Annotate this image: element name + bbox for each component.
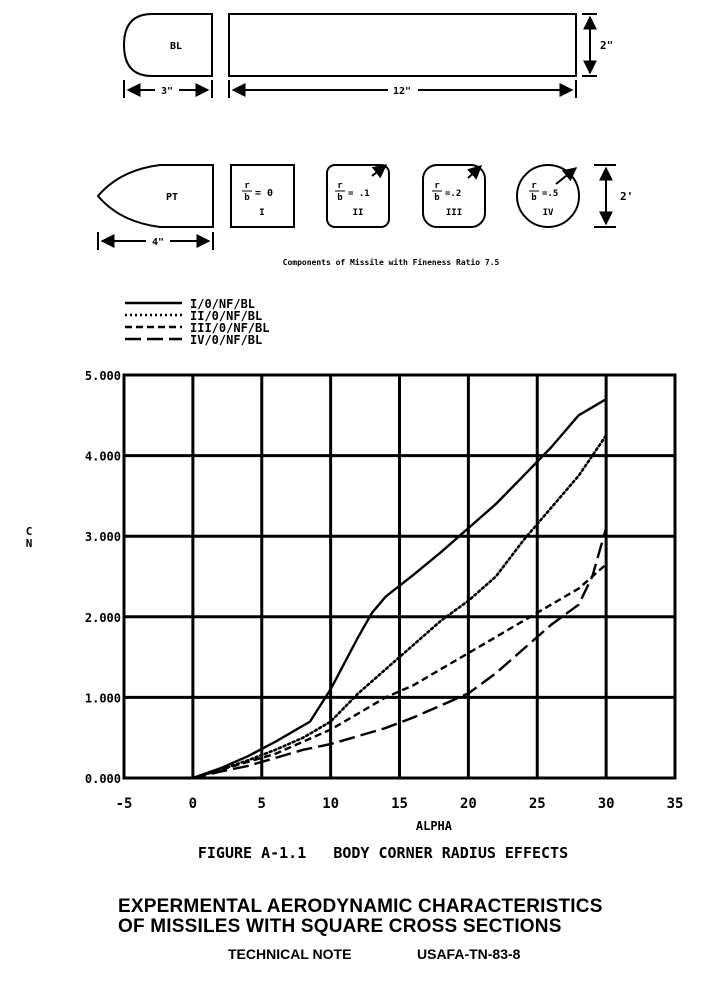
- figure-caption: FIGURE A-1.1 BODY CORNER RADIUS EFFECTS: [197, 844, 569, 862]
- y-axis-label: C: [25, 525, 33, 538]
- pt-length-label: 4": [151, 237, 165, 248]
- diagram-caption: Components of Missile with Fineness Ratio 7.5: [282, 258, 500, 267]
- y-tick-label: 4.000: [84, 449, 121, 464]
- diagram-labels: [146, 39, 633, 267]
- report-title-line-1: EXPERMENTAL AERODYNAMIC CHARACTERISTICS: [118, 896, 603, 917]
- y-tick-label: 3.000: [84, 530, 121, 545]
- technical-note-label: TECHNICAL NOTE: [228, 946, 352, 962]
- section-iii-numeral: III: [445, 208, 463, 218]
- bl-nose-shape: [124, 14, 212, 76]
- x-tick-label: 5: [257, 796, 266, 812]
- section-height-label: 2': [620, 190, 634, 203]
- x-axis-label: ALPHA: [415, 819, 452, 833]
- series-line-2: [124, 435, 606, 778]
- cn-vs-alpha-chart: [26, 297, 684, 833]
- x-tick-label: 15: [391, 796, 408, 812]
- report-title: [118, 897, 678, 937]
- section-i-ratio-b: b: [244, 193, 250, 203]
- x-tick-label: 25: [528, 796, 546, 812]
- y-tick-label: 1.000: [84, 691, 121, 706]
- section-ii-ratio-r: r: [337, 181, 343, 191]
- y-tick-label: 5.000: [84, 369, 121, 383]
- bl-nose-label: BL: [169, 41, 183, 52]
- x-tick-label: 35: [666, 796, 684, 812]
- x-tick-label: 20: [459, 796, 477, 812]
- legend-label-1: I/0/NF/BL: [190, 297, 256, 311]
- section-ii-value: = .1: [348, 189, 370, 199]
- section-iii-ratio-b: b: [434, 193, 440, 203]
- y-tick-label: 0.000: [84, 772, 121, 786]
- section-iv-ratio-r: r: [531, 181, 537, 191]
- x-tick-label: 0: [188, 796, 198, 812]
- section-ii-numeral: II: [352, 208, 364, 218]
- pt-nose-shape: [98, 165, 213, 227]
- y-tick-label: 2.000: [84, 610, 121, 625]
- section-iv-ratio-b: b: [531, 193, 537, 203]
- section-iv-numeral: IV: [542, 208, 554, 218]
- body-length-label: 12": [392, 86, 412, 97]
- section-iv-value: =.5: [542, 189, 559, 199]
- legend-label-4: IV/0/NF/BL: [190, 333, 263, 347]
- report-title-line-2: OF MISSILES WITH SQUARE CROSS SECTIONS: [118, 916, 562, 937]
- series-line-4: [124, 528, 606, 778]
- y-axis-label: N: [25, 537, 33, 550]
- technical-note-number: USAFA-TN-83-8: [417, 946, 521, 962]
- legend-label-3: III/0/NF/BL: [190, 321, 270, 335]
- body-cylinder: [229, 14, 576, 76]
- x-tick-label: 30: [597, 796, 615, 812]
- section-i-value: = 0: [255, 188, 274, 199]
- legend-label-2: II/0/NF/BL: [190, 309, 263, 323]
- section-iii-value: =.2: [445, 189, 462, 199]
- section-iii-ratio-r: r: [434, 181, 440, 191]
- x-tick-label: 10: [322, 796, 340, 812]
- series-line-3: [124, 564, 606, 778]
- body-height-label: 2": [600, 39, 614, 52]
- section-i-numeral: I: [259, 208, 265, 218]
- section-ii-ratio-b: b: [337, 193, 343, 203]
- bl-length-label: 3": [160, 86, 174, 97]
- x-tick-label: -5: [115, 796, 133, 812]
- pt-nose-label: PT: [165, 192, 179, 203]
- section-i-ratio-r: r: [244, 181, 250, 191]
